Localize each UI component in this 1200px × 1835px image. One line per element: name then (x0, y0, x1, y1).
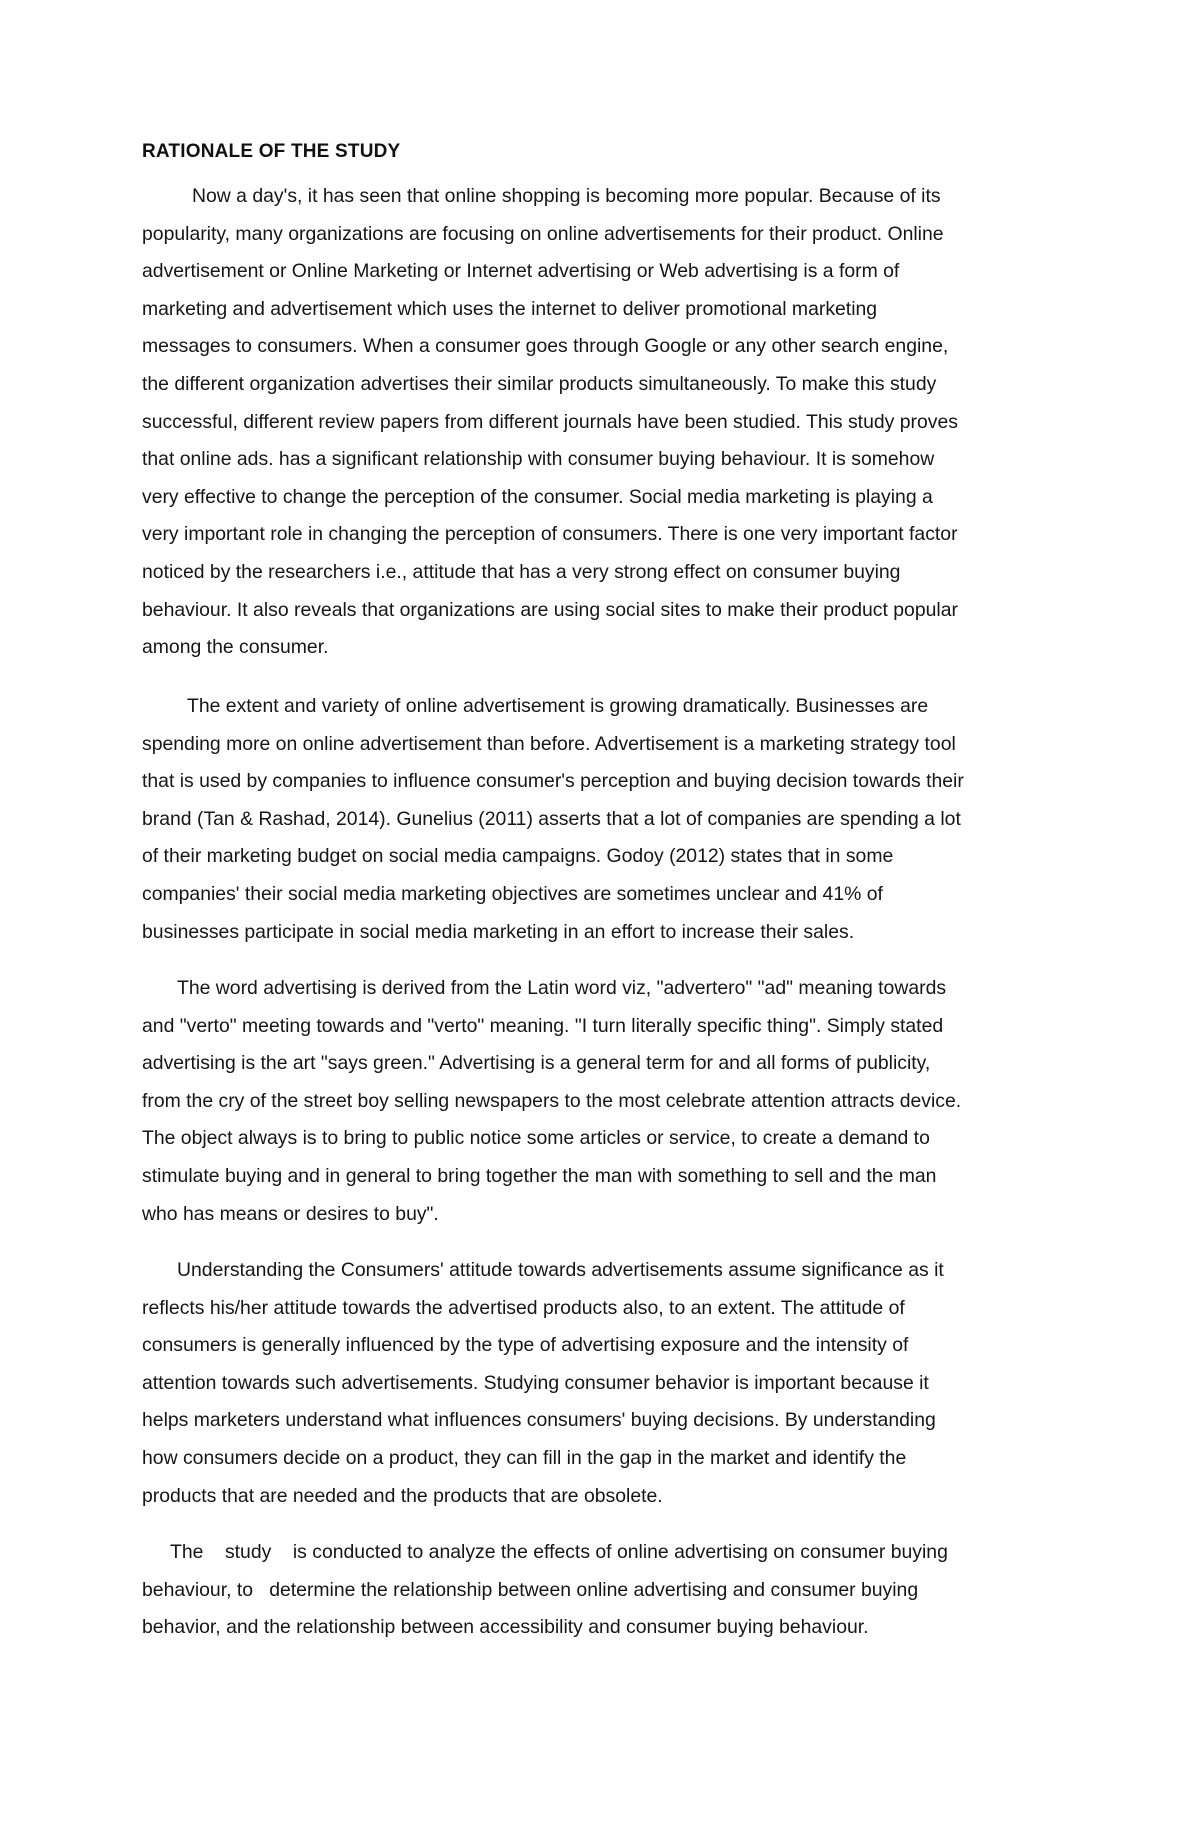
paragraph-line: from the cry of the street boy selling newspapers to the most celebrate attention attracts device. (142, 1089, 962, 1112)
paragraph-line: popularity, many organizations are focusing on online advertisements for their product. Online (142, 222, 944, 245)
paragraph-online-advertisement (142, 688, 1062, 951)
paragraph-line: The word advertising is derived from the Latin word viz, "advertero" "ad" meaning towards (177, 977, 947, 999)
paragraph-consumer-attitude (142, 1252, 1062, 1515)
paragraph-line: of their marketing budget on social media campaigns. Godoy (2012) states that in some (142, 845, 894, 868)
paragraph-line: that is used by companies to influence consumer's perception and buying decision towards their (142, 770, 964, 793)
paragraph-line: companies' their social media marketing objectives are sometimes unclear and 41% of (142, 882, 883, 905)
paragraph-study-purpose (142, 1534, 1062, 1647)
paragraph-line: stimulate buying and in general to bring together the man with something to sell and the man (142, 1164, 937, 1187)
paragraph-line: Understanding the Consumers' attitude towards advertisements assume significance as it (177, 1259, 944, 1281)
paragraph-line: behaviour. It also reveals that organizations are using social sites to make their product popular (142, 598, 958, 621)
paragraph-line: helps marketers understand what influences consumers' buying decisions. By understanding (142, 1409, 936, 1432)
paragraph-line: behaviour, to determine the relationship between online advertising and consumer buying (142, 1578, 919, 1601)
paragraph-line: The object always is to bring to public notice some articles or service, to create a demand to (142, 1127, 930, 1150)
paragraph-line: the different organization advertises their similar products simultaneously. To make this study (142, 372, 937, 395)
paragraph-line: reflects his/her attitude towards the advertised products also, to an extent. The attitude of (142, 1296, 905, 1319)
paragraph-line: noticed by the researchers i.e., attitude that has a very strong effect on consumer buying (142, 560, 901, 583)
paragraph-word-advertising (142, 970, 1062, 1233)
paragraph-line: businesses participate in social media marketing in an effort to increase their sales. (142, 920, 855, 943)
paragraph-line: spending more on online advertisement than before. Advertisement is a marketing strategy tool (142, 732, 956, 755)
paragraph-line: very important role in changing the perception of consumers. There is one very important factor (142, 523, 958, 546)
paragraph-line: who has means or desires to buy". (142, 1202, 439, 1225)
section-heading: RATIONALE OF THE STUDY (142, 141, 401, 162)
paragraph-line: very effective to change the perception of the consumer. Social media marketing is playing a (142, 485, 933, 508)
paragraph-line: advertising is the art "says green." Advertising is a general term for and all forms of publicity, (142, 1052, 931, 1075)
paragraph-line: successful, different review papers from different journals have been studied. This study proves (142, 410, 958, 433)
paragraph-line: brand (Tan & Rashad, 2014). Gunelius (2011) asserts that a lot of companies are spending a lot (142, 807, 961, 830)
paragraph-line: that online ads. has a significant relationship with consumer buying behaviour. It is somehow (142, 448, 935, 471)
paragraph-line: how consumers decide on a product, they can fill in the gap in the market and identify the (142, 1446, 907, 1469)
paragraph-line: marketing and advertisement which uses the internet to deliver promotional marketing (142, 297, 878, 320)
paragraph-line: The extent and variety of online advertisement is growing dramatically. Businesses are (187, 695, 929, 717)
paragraph-line: among the consumer. (142, 636, 329, 659)
paragraph-rationale (142, 178, 1062, 667)
paragraph-line: attention towards such advertisements. Studying consumer behavior is important because it (142, 1371, 929, 1394)
paragraph-line: advertisement or Online Marketing or Internet advertising or Web advertising is a form of (142, 260, 900, 283)
paragraph-line: and "verto" meeting towards and "verto" meaning. "I turn literally specific thing". Simply stated (142, 1014, 944, 1037)
paragraph-line: messages to consumers. When a consumer goes through Google or any other search engine, (142, 335, 949, 358)
paragraph-line: products that are needed and the products that are obsolete. (142, 1484, 663, 1507)
paragraph-line: behavior, and the relationship between accessibility and consumer buying behaviour. (142, 1616, 869, 1639)
paragraph-line: The study is conducted to analyze the effects of online advertising on consumer buying (170, 1541, 948, 1563)
paragraph-line: Now a day's, it has seen that online shopping is becoming more popular. Because of its (192, 185, 941, 207)
paragraph-line: consumers is generally influenced by the type of advertising exposure and the intensity of (142, 1334, 909, 1357)
